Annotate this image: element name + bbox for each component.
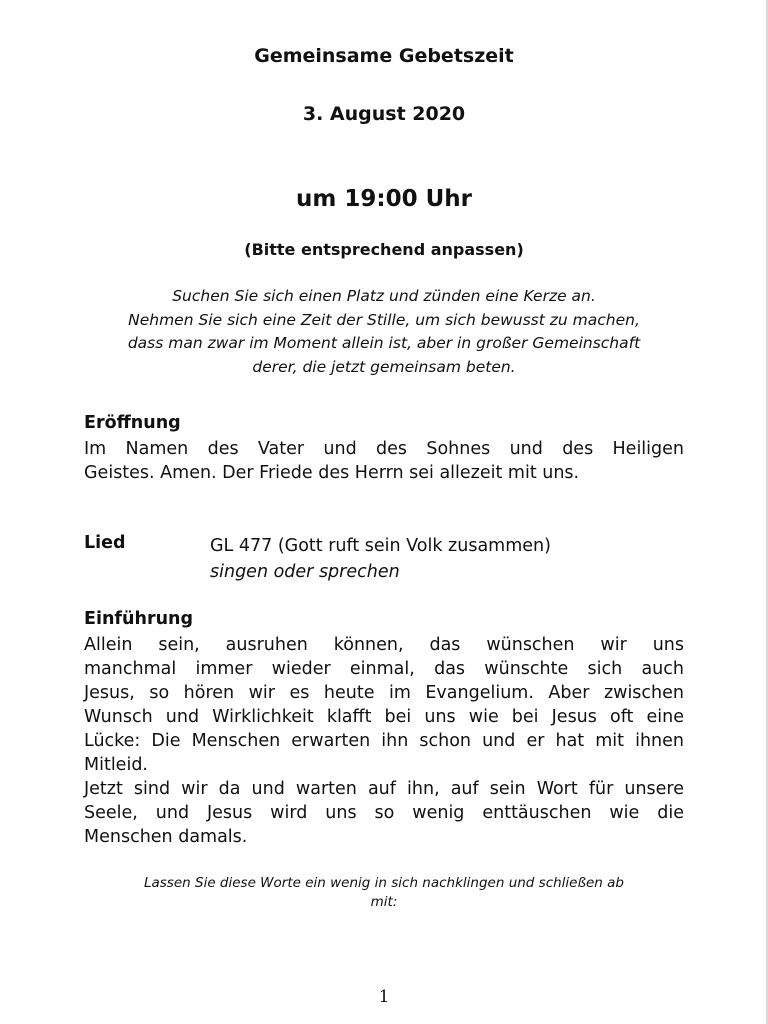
eroeffnung-line: Geistes. Amen. Der Friede des Herrn sei allezeit mit uns.: [84, 463, 580, 483]
intro-line: dass man zwar im Moment allein ist, aber in großer Gemeinschaft: [127, 334, 641, 352]
intro-line: Nehmen Sie sich eine Zeit der Stille, um sich bewusst zu machen,: [128, 310, 640, 329]
lied-details: [210, 533, 551, 585]
intro-instructions: [84, 285, 684, 379]
closing-line: mit:: [370, 894, 398, 910]
einfuehrung-heading: Einführung: [84, 609, 194, 629]
einfuehrung-line: Jetzt sind wir da und warten auf ihn, auf sein Wort für unsere: [84, 779, 684, 799]
lied-title: GL 477 (Gott ruft sein Volk zusammen): [210, 536, 551, 556]
adjust-note: (Bitte entsprechend anpassen): [244, 240, 524, 259]
einfuehrung-line: Lücke: Die Menschen erwarten ihn schon und er hat mit ihnen: [84, 731, 684, 751]
document-date: 3. August 2020: [302, 103, 466, 125]
lied-label: Lied: [84, 533, 126, 553]
eroeffnung-heading: Eröffnung: [84, 413, 181, 433]
einfuehrung-text: [84, 633, 684, 849]
einfuehrung-line: Seele, und Jesus wird uns so wenig enttäuschen wie die: [84, 803, 684, 823]
einfuehrung-line: manchmal immer wieder einmal, das wünschte sich auch: [84, 659, 684, 679]
document-time: um 19:00 Uhr: [296, 186, 472, 212]
einfuehrung-line: Menschen damals.: [84, 827, 248, 847]
lied-instruction: singen oder sprechen: [210, 562, 400, 582]
closing-instruction: [84, 874, 684, 912]
einfuehrung-line: Wunsch und Wirklichkeit klafft bei uns wie bei Jesus oft eine: [84, 707, 684, 727]
einfuehrung-line: Allein sein, ausruhen können, das wünschen wir uns: [84, 635, 684, 655]
intro-line: Suchen Sie sich einen Platz und zünden eine Kerze an.: [172, 287, 596, 305]
einfuehrung-line: Mitleid.: [84, 755, 148, 775]
eroeffnung-text: [84, 437, 684, 485]
document-title: Gemeinsame Gebetszeit: [254, 45, 514, 67]
page-number: 1: [378, 987, 390, 1007]
closing-line: Lassen Sie diese Worte ein wenig in sich nachklingen und schließen ab: [143, 875, 624, 891]
intro-line: derer, die jetzt gemeinsam beten.: [252, 357, 516, 376]
einfuehrung-line: Jesus, so hören wir es heute im Evangelium. Aber zwischen: [84, 683, 684, 703]
eroeffnung-line: Im Namen des Vater und des Sohnes und des Heiligen: [84, 439, 684, 459]
